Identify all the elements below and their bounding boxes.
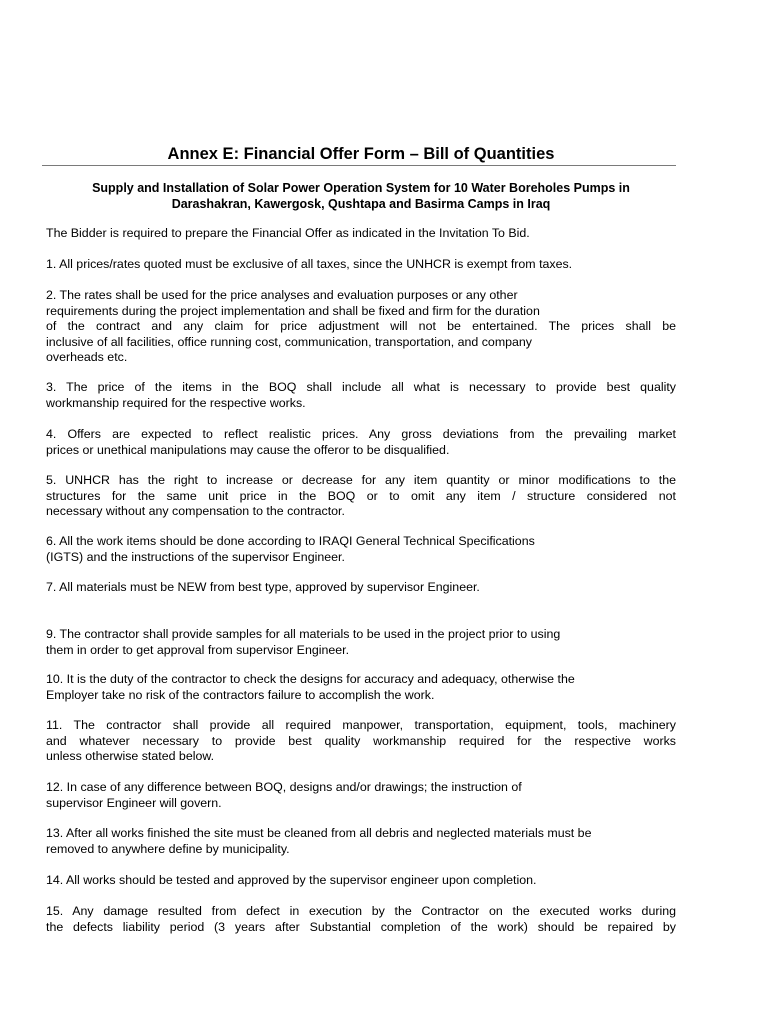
paragraph-line: 13. After all works finished the site must be cleaned from all debris and neglected materials must be <box>46 826 592 840</box>
paragraph-line: 2. The rates shall be used for the price analyses and evaluation purposes or any other <box>46 288 518 302</box>
paragraph-line: overheads etc. <box>46 350 128 365</box>
paragraph-line: (IGTS) and the instructions of the supervisor Engineer. <box>46 549 345 564</box>
paragraph-line: 12. In case of any difference between BOQ, designs and/or drawings; the instruction of <box>46 780 522 794</box>
paragraph-line: and whatever necessary to provide best quality workmanship required for the respective works <box>46 733 676 748</box>
title-divider <box>42 165 676 166</box>
paragraph-line: The Bidder is required to prepare the Financial Offer as indicated in the Invitation To Bid. <box>46 226 530 240</box>
clause-6 <box>46 534 676 565</box>
paragraph-line: them in order to get approval from supervisor Engineer. <box>46 642 350 657</box>
paragraph-line: structures for the same unit price in the BOQ or to omit any item / structure considered not <box>46 488 676 503</box>
clause-3 <box>46 380 676 411</box>
paragraph-line: 10. It is the duty of the contractor to check the designs for accuracy and adequacy, otherwise the <box>46 672 575 686</box>
clause-1 <box>46 257 676 273</box>
paragraph-line: 4. Offers are expected to reflect realistic prices. Any gross deviations from the prevailing market <box>46 427 676 441</box>
paragraph-line: the defects liability period (3 years after Substantial completion of the work) should be repaired by <box>46 919 676 934</box>
paragraph-line: 3. The price of the items in the BOQ shall include all what is necessary to provide best quality <box>46 380 676 394</box>
clause-2 <box>46 288 676 366</box>
paragraph-line: 15. Any damage resulted from defect in execution by the Contractor on the executed works during <box>46 904 676 918</box>
clause-10 <box>46 672 676 703</box>
subtitle-line: Supply and Installation of Solar Power Operation System for 10 Water Boreholes Pumps in <box>92 181 630 195</box>
paragraph-line: 6. All the work items should be done according to IRAQI General Technical Specifications <box>46 534 535 548</box>
paragraph-line: workmanship required for the respective works. <box>46 395 306 410</box>
paragraph-line: supervisor Engineer will govern. <box>46 795 222 810</box>
paragraph-line: inclusive of all facilities, office running cost, communication, transportation, and company <box>46 334 533 349</box>
paragraph-line: 11. The contractor shall provide all required manpower, transportation, equipment, tools, machinery <box>46 718 676 732</box>
paragraph-line: prices or unethical manipulations may cause the offeror to be disqualified. <box>46 442 450 457</box>
clause-14 <box>46 873 676 889</box>
paragraph-line: 7. All materials must be NEW from best type, approved by supervisor Engineer. <box>46 580 480 594</box>
clause-9 <box>46 627 676 658</box>
clause-4 <box>46 427 676 458</box>
document-title: Annex E: Financial Offer Form – Bill of Quantities <box>167 145 555 163</box>
clause-7 <box>46 580 676 596</box>
paragraph-line: removed to anywhere define by municipality. <box>46 841 290 856</box>
paragraph-line: unless otherwise stated below. <box>46 749 215 764</box>
paragraph-line: Employer take no risk of the contractors failure to accomplish the work. <box>46 687 435 702</box>
intro-paragraph <box>46 226 676 242</box>
subtitle-line: Darashakran, Kawergosk, Qushtapa and Basirma Camps in Iraq <box>171 196 551 211</box>
document-subtitle <box>46 181 676 212</box>
clause-13 <box>46 826 676 857</box>
clause-12 <box>46 780 676 811</box>
paragraph-line: necessary without any compensation to the contractor. <box>46 504 345 519</box>
paragraph-line: of the contract and any claim for price adjustment will not be entertained. The prices shall be <box>46 319 676 334</box>
paragraph-line: 9. The contractor shall provide samples for all materials to be used in the project prior to using <box>46 627 561 641</box>
clause-5 <box>46 473 676 520</box>
paragraph-line: 14. All works should be tested and approved by the supervisor engineer upon completion. <box>46 873 537 887</box>
paragraph-line: 1. All prices/rates quoted must be exclusive of all taxes, since the UNHCR is exempt from taxes. <box>46 257 573 271</box>
paragraph-line: 5. UNHCR has the right to increase or decrease for any item quantity or minor modifications to the <box>46 473 676 487</box>
clause-11 <box>46 718 676 765</box>
clause-15 <box>46 904 676 935</box>
paragraph-line: requirements during the project implementation and shall be fixed and firm for the duration <box>46 303 540 318</box>
